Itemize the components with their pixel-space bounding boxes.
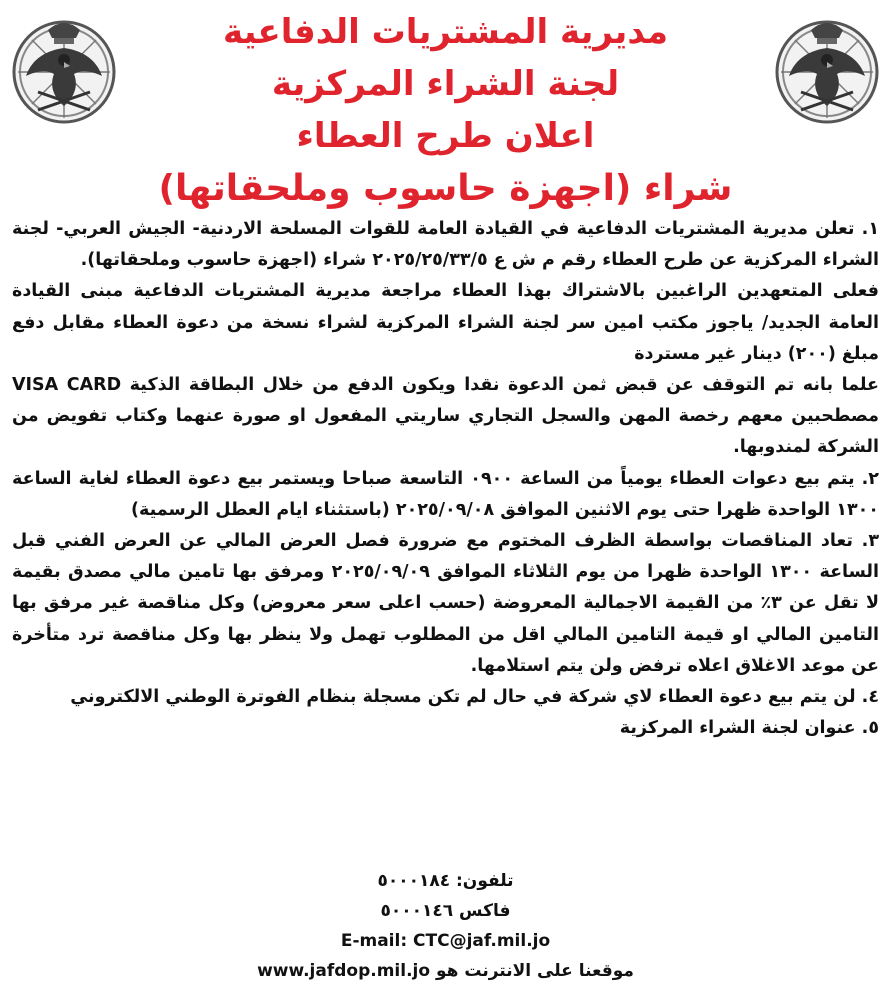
phone-number: تلفون: ٥٠٠٠١٨٤ <box>377 871 514 891</box>
announcement-body <box>12 214 879 744</box>
jaf-emblem-icon <box>8 14 120 126</box>
clause-3: ٣. تعاد المناقصات بواسطة الظرف المختوم مع ضرورة فصل العرض المالي عن العرض الفني قبل الساعة ١٣٠٠ الواحدة ظهرا من يوم الثلاثاء الموافق ٢٠٢٥/٠٩/٠٩ ومرفق بها تامين مالي مصدق بقيمة لا تقل عن ٣٪ من القيمة الاجمالية المعروضة (حسب اعلى سعر معروض) وكل مناقصة غير مرفق بها التامين المالي او قيمة التامين المالي اقل من المطلوب تهمل ولا ينظر بها وكل مناقصة ترد متأخرة عن موعد الاغلاق اعلاه ترفض ولن يتم استلامها. <box>12 531 879 676</box>
website-line <box>12 956 879 986</box>
clause-4: ٤. لن يتم بيع دعوة العطاء لاي شركة في حال لم تكن مسجلة بنظام الفوترة الوطني الالكتروني <box>70 687 879 708</box>
announcement-title: اعلان طرح العطاء <box>296 116 595 156</box>
directorate-title: مديرية المشتريات الدفاعية <box>222 12 669 52</box>
clause-1-details: فعلى المتعهدين الراغبين بالاشتراك بهذا العطاء مراجعة مديرية المشتريات الدفاعية مبنى القيادة العامة الجديد/ ياجوز مكتب امين سر لجنة الشراء المركزية لشراء نسخة من دعوة العطاء مقابل دفع مبلغ (٢٠٠) دينار غير مستردة <box>12 281 879 364</box>
clause-2: ٢. يتم بيع دعوات العطاء يومياً من الساعة ٠٩٠٠ التاسعة صباحا ويستمر بيع دعوة العطاء لغاية الساعة ١٣٠٠ الواحدة ظهرا حتى يوم الاثنين الموافق ٢٠٢٥/٠٩/٠٨ (باستثناء ايام العطل الرسمية) <box>12 468 879 520</box>
payment-note: علما بانه تم التوقف عن قبض ثمن الدعوة نقدا ويكون الدفع من خلال البطاقة الذكية VISA CARD مصطحبين معهم رخصة المهن والسجل التجاري ساريتي المفعول او صورة عنهما وكتاب تفويض من الشركة لمندوبها. <box>12 375 880 458</box>
email-address[interactable]: E-mail: CTC@jaf.mil.jo <box>340 931 551 951</box>
website-url[interactable]: www.jafdop.mil.jo <box>257 961 431 981</box>
website-label: موقعنا على الانترنت هو <box>435 961 634 981</box>
tender-subject-title: شراء (اجهزة حاسوب وملحقاتها) <box>158 168 733 209</box>
contact-info <box>12 866 879 986</box>
committee-title: لجنة الشراء المركزية <box>271 64 620 104</box>
clause-1: ١. تعلن مديرية المشتريات الدفاعية في القيادة العامة للقوات المسلحة الاردنية- الجيش العربي- لجنة الشراء المركزية عن طرح العطاء رقم م ش ع ٢٠٢٥/٢٥/٣٣/٥ شراء (اجهزة حاسوب وملحقاتها). <box>12 219 879 271</box>
fax-number: فاكس ٥٠٠٠١٤٦ <box>380 901 511 921</box>
header <box>130 6 761 216</box>
jaf-emblem-icon <box>771 14 883 126</box>
clause-5: ٥. عنوان لجنة الشراء المركزية <box>619 718 879 739</box>
